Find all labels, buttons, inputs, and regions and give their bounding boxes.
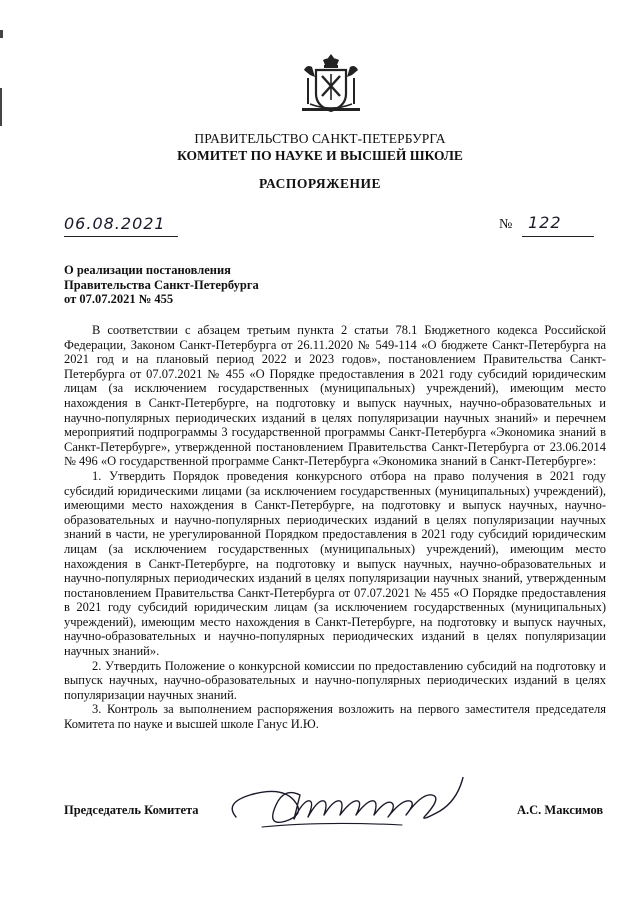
document-date: 06.08.2021 <box>64 214 166 233</box>
order-item-2: 2. Утвердить Положение о конкурсной комиссии по предоставлению субсидий на подготовку и выпуск научных, научно-образовательных и научно-популярных периодических изданий в целях популяризации научных знаний. <box>64 658 606 702</box>
government-name: ПРАВИТЕЛЬСТВО САНКТ-ПЕТЕРБУРГА <box>194 131 446 146</box>
scan-edge-mark <box>0 88 2 126</box>
order-item-3: 3. Контроль за выполнением распоряжения возложить на первого заместителя председателя Комитета по науке и высшей школе Ганус И.Ю. <box>64 702 606 732</box>
handwritten-signature <box>222 777 502 833</box>
document-body <box>64 323 606 732</box>
document-type: РАСПОРЯЖЕНИЕ <box>258 176 382 191</box>
document-subject <box>64 263 364 307</box>
signatory-name: А.С. Максимов <box>517 803 604 817</box>
coat-of-arms-icon <box>300 52 362 116</box>
preamble-paragraph: В соответствии с абзацем третьим пункта 2 статьи 78.1 Бюджетного кодекса Российской Федерации, Законом Санкт-Петербурга от 26.11.2020 № 549-114 «О бюджете Санкт-Петербурга на 2021 год и на плановый период 2022 и 2023 годов», постановлением Правительства Санкт-Петербурга от 07.07.2021 № 455 «О Порядке предоставления в 2021 году субсидий юридическим лицам (за исключением государственных (муниципальных) учреждений), имеющим место нахождения в Санкт-Петербурге, на подготовку и выпуск научных, научно-образовательных и научно-популярных периодических изданий в целях популяризации научных знаний» и перечнем мероприятий подпрограммы 3 государственной программы Санкт-Петербурга «Экономика знаний в Санкт-Петербурге», утвержденной постановлением Правительства Санкт-Петербурга от 23.06.2014 № 496 «О государственной программе Санкт-Петербурга «Экономика знаний в Санкт-Петербурге»: <box>64 323 606 469</box>
subject-line: от 07.07.2021 № 455 <box>64 292 174 306</box>
date-underline <box>64 236 178 237</box>
number-underline <box>522 236 594 237</box>
subject-line: Правительства Санкт-Петербурга <box>64 277 259 292</box>
subject-line: О реализации постановления <box>64 263 231 277</box>
committee-name: КОМИТЕТ ПО НАУКЕ И ВЫСШЕЙ ШКОЛЕ <box>177 148 463 163</box>
order-item-1: 1. Утвердить Порядок проведения конкурсного отбора на право получения в 2021 году субсидий юридическими лицами (за исключением государственных (муниципальных) учреждений), имеющими место нахождения в Санкт-Петербурге, на подготовку и выпуск научных, научно-образовательных и научно-популярных периодических изданий в целях популяризации научных знаний в части, не урегулированной Порядком предоставления в 2021 году субсидий юридическим лицам (за исключением государственных (муниципальных) учреждений), имеющим место нахождения в Санкт-Петербурге, на подготовку и выпуск научных, научно-образовательных и научно-популярных периодических изданий в целях популяризации научных знаний, утвержденным постановлением Правительства Санкт-Петербурга от 07.07.2021 № 455 «О Порядке предоставления в 2021 году субсидий юридическим лицам (за исключением государственных (муниципальных) учреждений), имеющим место нахождения в Санкт-Петербурге, на подготовку и выпуск научных, научно-образовательных и научно-популярных периодических изданий в целях популяризации научных знаний». <box>64 468 606 659</box>
signatory-title: Председатель Комитета <box>64 803 199 817</box>
document-number: 122 <box>528 213 562 232</box>
scan-edge-mark <box>0 30 3 38</box>
number-sign: № <box>499 217 513 232</box>
